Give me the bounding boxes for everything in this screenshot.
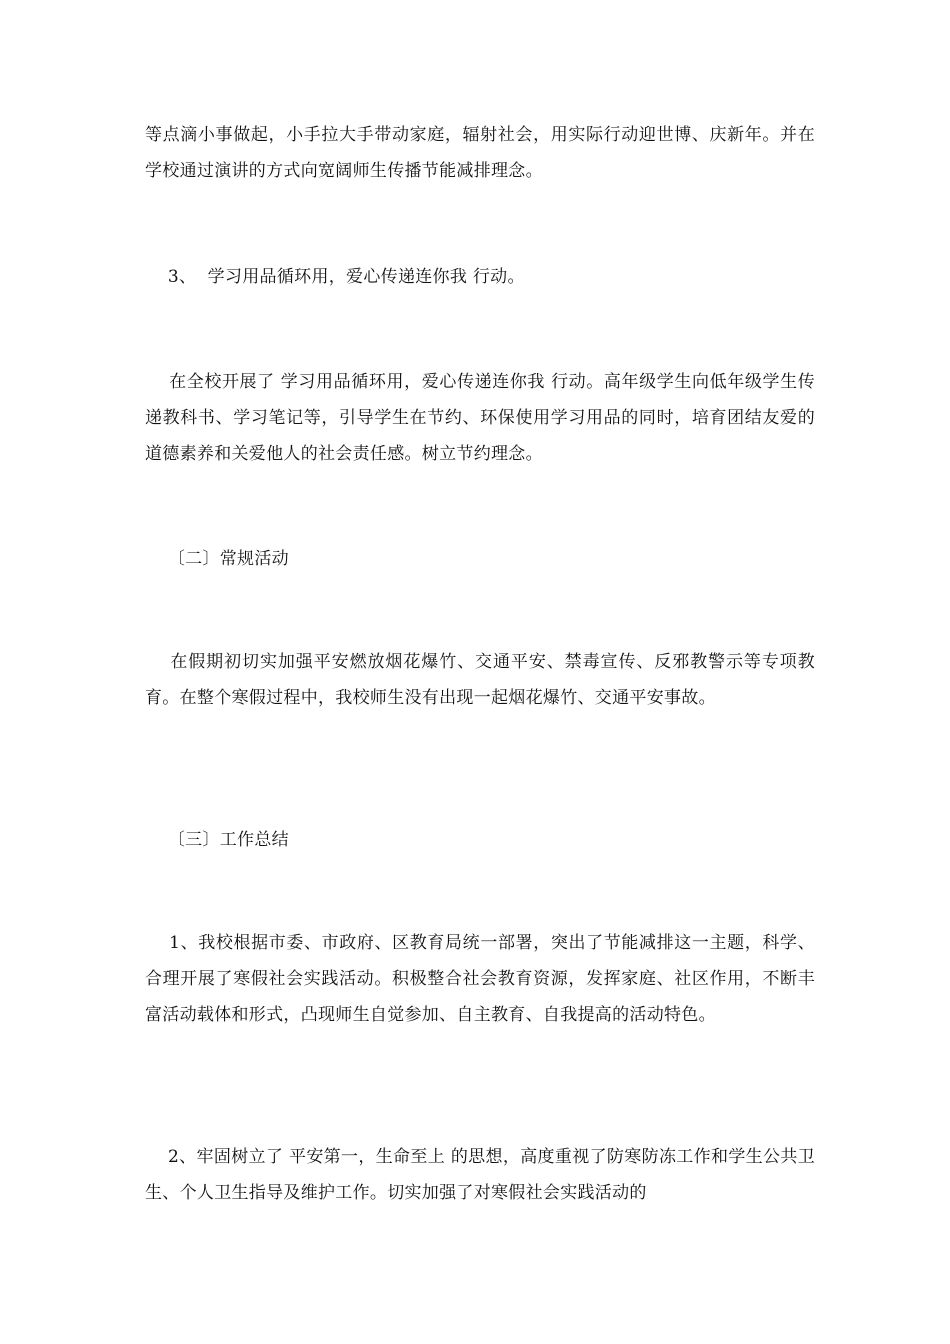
section-heading-work-summary: 〔三〕工作总结	[145, 830, 289, 850]
paragraph-summary-point-2: 2、牢固树立了 平安第一，生命至上 的思想，高度重视了防寒防冻工作和学生公共卫生、个人卫生指导及维护工作。切实加强了对寒假社会实践活动的	[145, 1147, 815, 1203]
section-heading-routine-activities: 〔二〕常规活动	[145, 549, 289, 569]
paragraph-routine-activities-body: 在假期初切实加强平安燃放烟花爆竹、交通平安、禁毒宣传、反邪教警示等专项教育。在整个寒假过程中，我校师生没有出现一起烟花爆竹、交通平安事故。	[145, 652, 815, 708]
paragraph-item-3-heading: 3、 学习用品循环用，爱心传递连你我 行动。	[145, 267, 525, 287]
paragraph-summary-point-1: 1、我校根据市委、市政府、区教育局统一部署，突出了节能减排这一主题，科学、合理开展了寒假社会实践活动。积极整合社会教育资源，发挥家庭、社区作用，不断丰富活动载体和形式，凸现师生自觉参加、自主教育、自我提高的活动特色。	[145, 933, 815, 1025]
paragraph-intro-continuation: 等点滴小事做起，小手拉大手带动家庭，辐射社会，用实际行动迎世博、庆新年。并在学校通过演讲的方式向宽阔师生传播节能减排理念。	[145, 125, 815, 181]
paragraph-item-3-body: 在全校开展了 学习用品循环用，爱心传递连你我 行动。高年级学生向低年级学生传递教科书、学习笔记等，引导学生在节约、环保使用学习用品的同时，培育团结友爱的道德素养和关爱他人的社会责任感。树立节约理念。	[145, 372, 815, 464]
